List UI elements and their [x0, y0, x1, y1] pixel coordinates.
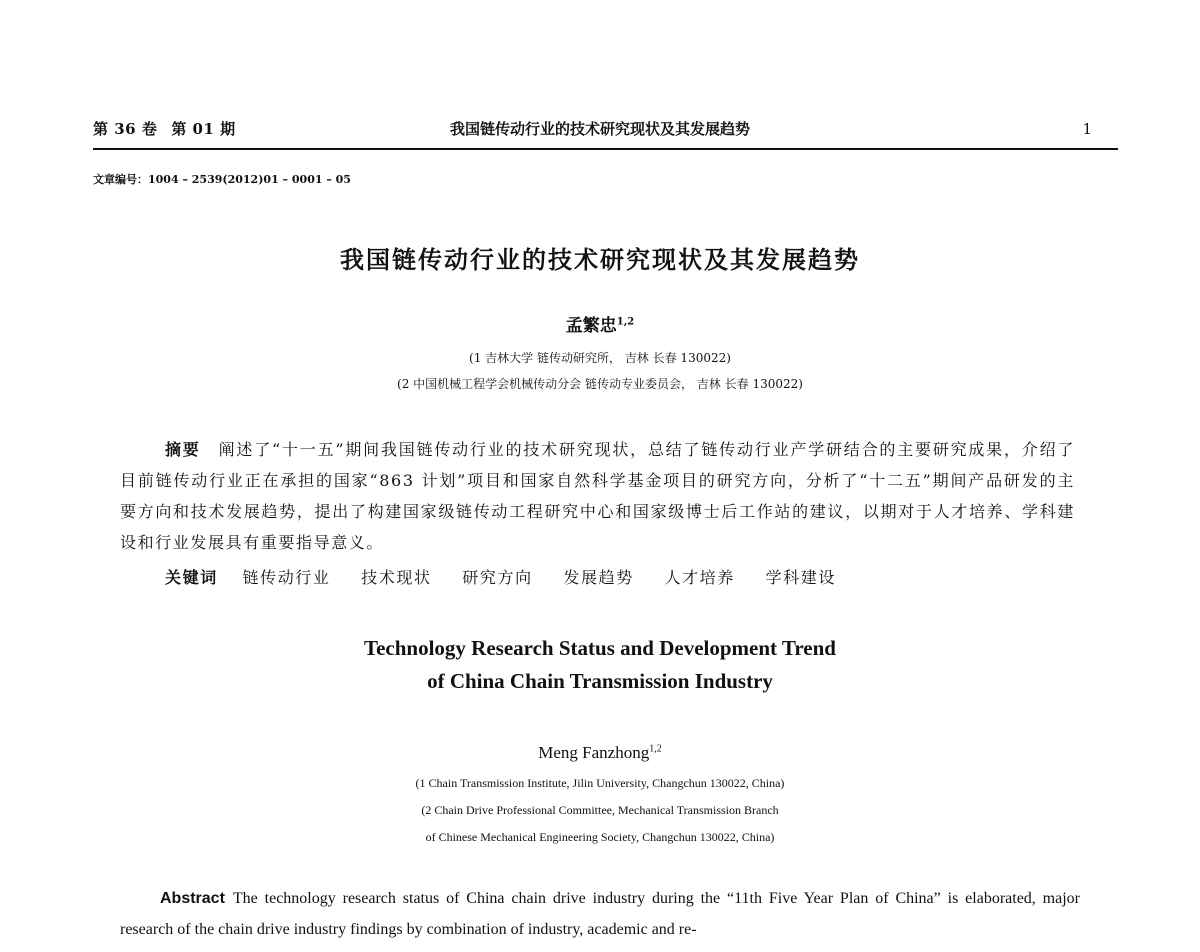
- author-name-en: Meng Fanzhong: [538, 743, 650, 762]
- keyword-cn: 链传动行业: [242, 568, 331, 587]
- keyword-cn: 技术现状: [361, 568, 432, 587]
- abstract-chinese: [120, 434, 1075, 558]
- abstract-cn-label: 摘要: [165, 440, 201, 459]
- abstract-en-text: The technology research status of China chain drive industry during the “11th Five Year Plan of China” is elaborated, major research of the chain drive industry findings by combination of industry, academic and re-: [120, 890, 1080, 938]
- title-english: [0, 632, 1200, 698]
- keyword-cn: 研究方向: [462, 568, 533, 587]
- keyword-cn: 人才培养: [664, 568, 735, 587]
- title-en-line-1: Technology Research Status and Development Trend: [364, 636, 836, 660]
- running-title: 我国链传动行业的技术研究现状及其发展趋势: [449, 120, 750, 138]
- affiliation-cn-2: (2 中国机械工程学会机械传动分会 链传动专业委员会， 吉林 长春 130022): [397, 377, 803, 391]
- affiliation-en-1: (1 Chain Transmission Institute, Jilin University, Changchun 130022, China): [415, 776, 785, 790]
- keywords-cn-label: 关键词: [165, 568, 218, 587]
- author-affiliation-marker-en: 1,2: [649, 743, 662, 755]
- affiliation-en-2: (2 Chain Drive Professional Committee, Mechanical Transmission Branch: [421, 803, 779, 817]
- abstract-cn-text: 阐述了“十一五”期间我国链传动行业的技术研究现状，总结了链传动行业产学研结合的主要研究成果，介绍了目前链传动行业正在承担的国家“863 计划”项目和国家自然科学基金项目的研究方向，分析了“十二五”期间产品研发的主要方向和技术发展趋势，提出了构建国家级链传动工程研究中心和国家级博士后工作站的建议，以期对于人才培养、学科建设和行业发展具有重要指导意义。: [120, 440, 1075, 552]
- header-rule: [93, 148, 1118, 150]
- keyword-cn: 学科建设: [765, 568, 836, 587]
- volume-label: 第 36 卷: [93, 120, 158, 138]
- article-number-value: 1004 – 2539(2012)01 – 0001 – 05: [148, 173, 351, 186]
- author-affiliation-marker-cn: 1,2: [616, 316, 635, 328]
- keywords-chinese: [165, 565, 860, 588]
- abstract-en-label: Abstract: [160, 890, 225, 907]
- keyword-cn: 发展趋势: [563, 568, 634, 587]
- affiliation-en-3: of Chinese Mechanical Engineering Society, Changchun 130022, China): [425, 830, 775, 844]
- issue-label: 第 01 期: [171, 120, 236, 138]
- author-chinese: [0, 311, 1200, 336]
- abstract-english: [120, 883, 1080, 945]
- title-chinese: 我国链传动行业的技术研究现状及其发展趋势: [340, 246, 860, 274]
- article-number: 文章编号：1004 – 2539(2012)01 – 0001 – 05: [93, 173, 351, 186]
- author-english: [0, 743, 1200, 763]
- article-number-label: 文章编号: [93, 173, 137, 186]
- author-name-cn: 孟繁忠: [565, 316, 617, 336]
- affiliation-cn-1: (1 吉林大学 链传动研究所， 吉林 长春 130022): [469, 351, 731, 365]
- page-number: 1: [1082, 120, 1092, 138]
- title-en-line-2: of China Chain Transmission Industry: [427, 669, 773, 693]
